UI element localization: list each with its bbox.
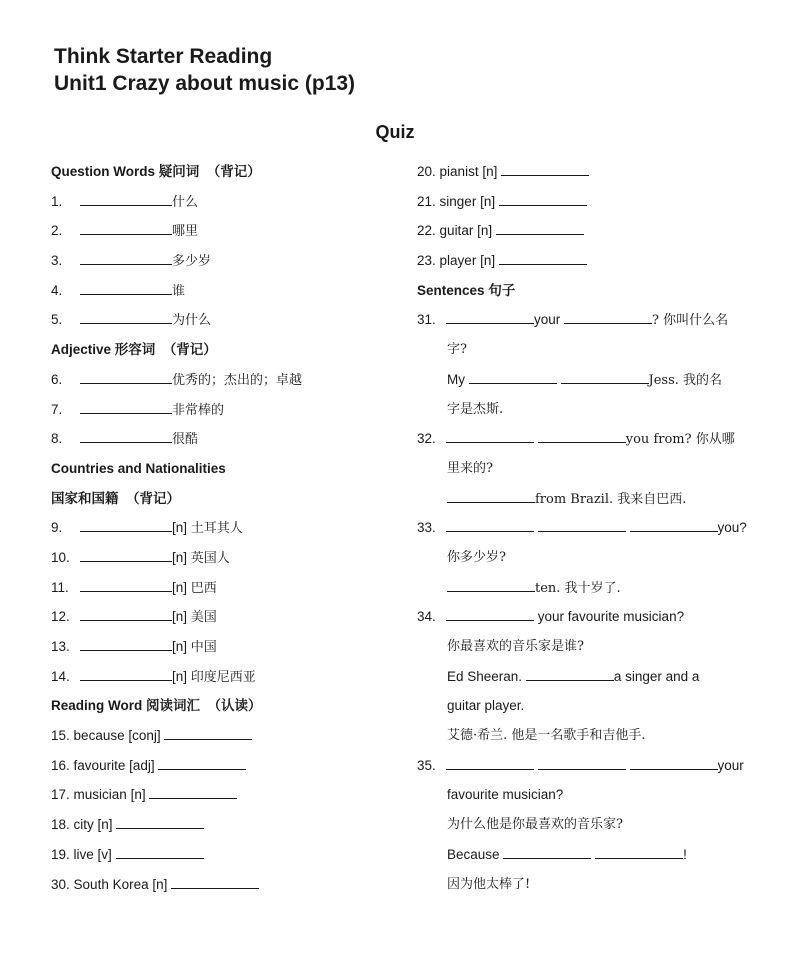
- answer-blank[interactable]: [446, 312, 534, 324]
- answer-blank[interactable]: [80, 639, 172, 651]
- answer-blank[interactable]: [447, 491, 535, 503]
- answer-blank[interactable]: [630, 520, 718, 532]
- answer-blank[interactable]: [80, 580, 172, 592]
- sentence-31: 31. your ? 你叫什么名: [417, 312, 729, 329]
- answer-blank[interactable]: [80, 223, 172, 235]
- answer-blank[interactable]: [595, 847, 683, 859]
- answer-blank[interactable]: [499, 194, 587, 206]
- sentence-31-answer: My Jess. 我的名: [447, 371, 723, 388]
- list-item: 4. 谁: [51, 282, 186, 299]
- answer-blank[interactable]: [564, 312, 652, 324]
- list-item: 2. 哪里: [51, 223, 199, 240]
- sentence-34-translation: 艾德·希兰. 他是一名歌手和吉他手.: [447, 728, 646, 744]
- answer-blank[interactable]: [171, 877, 259, 889]
- answer-blank[interactable]: [80, 402, 172, 414]
- answer-blank[interactable]: [80, 550, 172, 562]
- list-item: 13. [n] 中国: [51, 639, 217, 655]
- answer-blank[interactable]: [538, 758, 626, 770]
- answer-blank[interactable]: [116, 847, 204, 859]
- sentence-31-answer-cont: 字是杰斯.: [447, 401, 504, 417]
- sentence-33: 33. you?: [417, 520, 747, 536]
- answer-blank[interactable]: [469, 372, 557, 384]
- list-item: 11. [n] 巴西: [51, 579, 217, 596]
- section-heading-reading-word: Reading Word 阅读词汇 （认读）: [51, 698, 262, 714]
- answer-blank[interactable]: [446, 520, 534, 532]
- sentence-34-answer-cont: guitar player.: [447, 698, 525, 714]
- left-column: [51, 157, 401, 899]
- list-item: 5. 为什么: [51, 312, 212, 329]
- answer-blank[interactable]: [80, 253, 172, 265]
- answer-blank[interactable]: [446, 431, 534, 443]
- sentence-32: 32. you from? 你从哪: [417, 431, 735, 448]
- list-item: 30. South Korea [n]: [51, 870, 401, 900]
- answer-blank[interactable]: [80, 312, 172, 324]
- list-item: 6. 优秀的；杰出的；卓越: [51, 371, 303, 388]
- title-line-2: Unit1 Crazy about music (p13): [54, 72, 356, 95]
- answer-blank[interactable]: [503, 847, 591, 859]
- sentence-34: 34. your favourite musician?: [417, 609, 685, 625]
- sentence-34-cont: 你最喜欢的音乐家是谁?: [447, 639, 584, 654]
- answer-blank[interactable]: [446, 609, 534, 621]
- section-heading-countries: Countries and Nationalities: [51, 460, 226, 476]
- answer-blank[interactable]: [149, 787, 237, 799]
- sentence-35: 35. your: [417, 757, 744, 773]
- list-item: 9. [n] 土耳其人: [51, 520, 243, 537]
- list-item: 12. [n] 美国: [51, 609, 217, 626]
- answer-blank[interactable]: [80, 431, 172, 443]
- section-heading-adjective: Adjective 形容词 （背记）: [51, 342, 217, 358]
- sentence-35-answer: Because !: [447, 846, 687, 862]
- list-item: 18. city [n]: [51, 810, 401, 840]
- answer-blank[interactable]: [630, 758, 718, 770]
- answer-blank[interactable]: [116, 817, 204, 829]
- list-item: 15. because [conj]: [51, 721, 401, 751]
- answer-blank[interactable]: [80, 669, 172, 681]
- list-item: 20. pianist [n]: [417, 157, 777, 187]
- answer-blank[interactable]: [561, 372, 649, 384]
- answer-blank[interactable]: [164, 728, 252, 740]
- answer-blank[interactable]: [538, 520, 626, 532]
- section-heading-question-words: Question Words 疑问词 （背记）: [51, 164, 261, 179]
- list-item: 19. live [v]: [51, 840, 401, 870]
- section-heading-sentences: Sentences 句子: [417, 282, 516, 298]
- quiz-heading: Quiz: [375, 122, 415, 142]
- answer-blank[interactable]: [80, 609, 172, 621]
- answer-blank[interactable]: [496, 223, 584, 235]
- list-item: 14. [n] 印度尼西亚: [51, 668, 256, 685]
- list-item: 7. 非常棒的: [51, 401, 225, 418]
- sentence-33-answer: ten. 我十岁了.: [417, 573, 777, 603]
- list-item: 8. 很酷: [51, 431, 199, 448]
- answer-blank[interactable]: [80, 194, 172, 206]
- sentence-35-cont: favourite musician?: [447, 787, 564, 803]
- sentence-32-answer: from Brazil. 我来自巴西.: [417, 484, 777, 514]
- answer-blank[interactable]: [80, 283, 172, 295]
- answer-blank[interactable]: [447, 580, 535, 592]
- title-line-1: Think Starter Reading: [54, 45, 273, 68]
- sentence-35-answer-translation: 因为他太棒了!: [447, 876, 531, 892]
- sentence-34-answer: Ed Sheeran. a singer and a: [447, 668, 700, 684]
- list-item: 21. singer [n]: [417, 187, 777, 217]
- answer-blank[interactable]: [538, 431, 626, 443]
- sentence-35-translation: 为什么他是你最喜欢的音乐家?: [447, 817, 623, 833]
- answer-blank[interactable]: [499, 253, 587, 265]
- answer-blank[interactable]: [501, 164, 589, 176]
- list-item: 1. 什么: [51, 193, 199, 210]
- list-item: 17. musician [n]: [51, 780, 401, 810]
- answer-blank[interactable]: [526, 669, 614, 681]
- sentence-31-cont: 字?: [447, 342, 467, 358]
- right-column: [417, 157, 777, 899]
- answer-blank[interactable]: [80, 372, 172, 384]
- answer-blank[interactable]: [80, 520, 172, 532]
- section-heading-countries-cn: 国家和国籍 （背记）: [51, 490, 181, 506]
- list-item: 16. favourite [adj]: [51, 751, 401, 781]
- list-item: 3. 多少岁: [51, 253, 212, 270]
- sentence-33-cont: 你多少岁?: [447, 549, 506, 565]
- list-item: 22. guitar [n]: [417, 216, 777, 246]
- list-item: 10. [n] 英国人: [51, 549, 230, 566]
- list-item: 23. player [n]: [417, 246, 777, 276]
- sentence-32-cont: 里来的?: [447, 460, 493, 476]
- answer-blank[interactable]: [446, 758, 534, 770]
- answer-blank[interactable]: [158, 758, 246, 770]
